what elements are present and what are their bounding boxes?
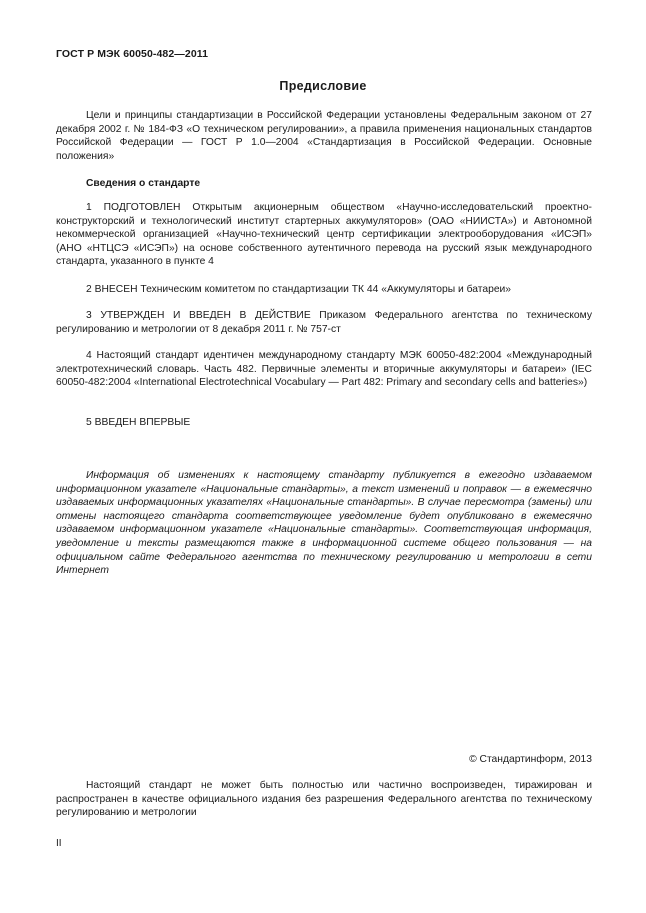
intro-paragraph: Цели и принципы стандартизации в Российской Федерации установлены Федеральным законом от 27 декабря 2002 г. № 184-ФЗ «О техническом регулировании», а правила применения национальных стандартов Российской Федерации — ГОСТ Р 1.0—2004 «Стандартизация в Российской Федерации. Основные положения»: [56, 110, 592, 162]
reproduction-notice: Настоящий стандарт не может быть полностью или частично воспроизведен, тиражирован и распространен в качестве официального издания без разрешения Федерального агентства по техническому регулированию и метрологии: [56, 780, 592, 819]
item-approved: 3 УТВЕРЖДЕН И ВВЕДЕН В ДЕЙСТВИЕ Приказом Федерального агентства по техническому регулированию и метрологии от 8 декабря 2011 г. № 757-ст: [56, 310, 592, 335]
standard-code: ГОСТ Р МЭК 60050-482—2011: [56, 48, 209, 60]
page-number: II: [56, 838, 62, 849]
section-heading: Сведения о стандарте: [86, 178, 201, 189]
info-note: Информация об изменениях к настоящему стандарту публикуется в ежегодно издаваемом информационном указателе «Национальные стандарты», а текст изменений и поправок — в ежемесячно издаваемых информационных указателях «Национальные стандарты». В случае пересмотра (замены) или отмены настоящего стандарта соответствующее уведомление будет опубликовано в ежемесячно издаваемом информационном указателе «Национальные стандарты». Соответствующая информация, уведомление и тексты размещаются также в информационной системе общего пользования — на официальном сайте Федерального агентства по техническому регулированию и метрологии в сети Интернет: [56, 470, 592, 577]
item-introduced: 2 ВНЕСЕН Техническим комитетом по стандартизации ТК 44 «Аккумуляторы и батареи»: [86, 284, 512, 295]
page-title: Предисловие: [279, 79, 367, 93]
copyright: © Стандартинформ, 2013: [469, 754, 592, 765]
item-first-introduced: 5 ВВЕДЕН ВПЕРВЫЕ: [86, 417, 191, 428]
item-prepared: 1 ПОДГОТОВЛЕН Открытым акционерным обществом «Научно-исследовательский проектно-конструкторский и технологический институт стартерных аккумуляторов» (ОАО «НИИСТА») и Автономной некоммерческой организацией «Научно-технический центр сертификации электрооборудования «ИСЭП» (АНО «НТЦСЭ «ИСЭП») на основе собственного аутентичного перевода на русский язык международного стандарта, указанного в пункте 4: [56, 202, 592, 268]
item-identical: 4 Настоящий стандарт идентичен международному стандарту МЭК 60050-482:2004 «Международный электротехнический словарь. Часть 482. Первичные элементы и вторичные аккумуляторы и батареи» (IEC 60050-482:2004 «International Electrotechnical Vocabulary — Part 482: Primary and secondary cells and batteries»): [56, 350, 592, 389]
